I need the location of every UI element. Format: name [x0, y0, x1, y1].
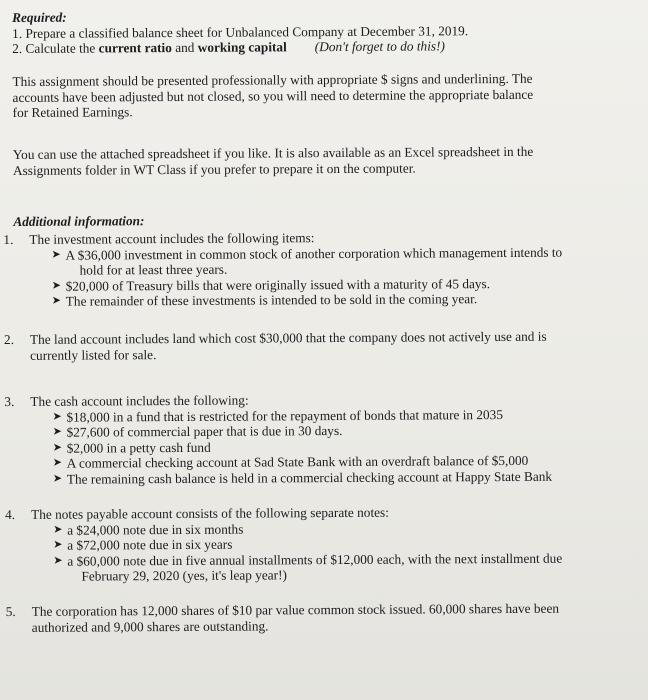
- arrow-bullet-icon: ➤: [51, 294, 62, 307]
- list-item: ➤ $20,000 of Treasury bills that were originally issued with a maturity of 45 days.: [51, 275, 491, 294]
- item-number: 5.: [5, 603, 16, 620]
- list-item: ➤ $27,600 of commercial paper that is due in 30 days.: [52, 422, 343, 440]
- info-item-5: 5. The corporation has 12,000 shares of $10 par value common stock issued. 60,000 shares have been authorized and 9,000 shares are outstanding.: [5, 600, 560, 635]
- intro-paragraph-2: You can use the attached spreadsheet if you like. It is also available as an Excel spreadsheet in the Assignments folder in WT Class if you prefer to prepare it on the computer.: [12, 143, 534, 178]
- working-capital-term: working capital: [197, 39, 287, 55]
- arrow-bullet-icon: ➤: [52, 410, 62, 423]
- list-item: ➤ A commercial checking account at Sad State Bank with an overdraft balance of $5,000: [52, 452, 529, 471]
- list-item: ➤ $2,000 in a petty cash fund: [52, 439, 211, 456]
- required-heading: Required:: [12, 9, 67, 25]
- item-number: 2.: [3, 331, 15, 348]
- arrow-bullet-icon: ➤: [52, 456, 63, 469]
- intro-paragraph-1: This assignment should be presented professionally with appropriate $ signs and underlining. The accounts have been adjusted but not closed, so you will need to determine the appropriate balance for Retained Earnings.: [12, 70, 534, 120]
- arrow-bullet-icon: ➤: [53, 538, 63, 551]
- arrow-bullet-icon: ➤: [52, 425, 62, 438]
- required-item-1: 1. Prepare a classified balance sheet for Unbalanced Company at December 31, 2019.: [12, 22, 469, 41]
- arrow-bullet-icon: ➤: [52, 441, 62, 454]
- arrow-bullet-icon: ➤: [51, 279, 61, 292]
- item-number: 4.: [5, 506, 16, 523]
- list-item: ➤ The remaining cash balance is held in a commercial checking account at Happy State Bank: [52, 468, 553, 487]
- reminder-note: (Don't forget to do this!): [314, 38, 445, 55]
- required-item-2: 2. Calculate the current ratio and working capital (Don't forget to do this!): [12, 38, 445, 56]
- required-section: [12, 7, 468, 56]
- info-item-2: 2. The land account includes land which cost $30,000 that the company does not actively use and is currently listed for sale.: [3, 328, 547, 363]
- list-item: ➤ a $72,000 note due in six years: [53, 536, 233, 553]
- list-item: ➤ a $60,000 note due in five annual installments of $12,000 each, with the next installment due: [53, 550, 563, 569]
- list-item: ➤ A $36,000 investment in common stock of another corporation which management intends to: [51, 244, 563, 263]
- current-ratio-term: current ratio: [98, 40, 172, 56]
- info-item-1: 1. The investment account includes the following items: ➤ A $36,000 investment in common stock of another corporation which management intends to hold for at least three years. ➤ $20,000 of Treasury bills that were originally issued with a maturity of 45 days. ➤ The remainder of these investments is intended to be sold in the coming year.: [13, 228, 643, 309]
- list-item: ➤ The remainder of these investments is intended to be sold in the coming year.: [51, 291, 478, 309]
- arrow-bullet-icon: ➤: [52, 472, 63, 485]
- list-item: ➤ $18,000 in a fund that is restricted for the repayment of bonds that mature in 2035: [52, 406, 504, 425]
- arrow-bullet-icon: ➤: [51, 248, 61, 261]
- list-item: ➤ a $24,000 note due in six months: [53, 521, 244, 538]
- additional-info-heading: Additional information:: [13, 213, 145, 229]
- arrow-bullet-icon: ➤: [53, 554, 63, 567]
- assignment-page: [3, 6, 642, 635]
- item-number: 1.: [3, 231, 14, 248]
- info-item-3: 3. The cash account includes the following: ➤ $18,000 in a fund that is restricted for the repayment of bonds that mature in 2035 ➤ $27,600 of commercial paper that is due in 30 days. ➤ $2,000 in a petty cash fund ➤ A commercial checking account at Sad State Bank with an overdraft balance of $5,000 ➤ The remaining cash balance is held in a commercial checking account at Happy State Bank: [4, 392, 553, 487]
- item-number: 3.: [4, 393, 15, 410]
- arrow-bullet-icon: ➤: [53, 523, 63, 536]
- info-item-4: 4. The notes payable account consists of the following separate notes: ➤ a $24,000 note due in six months ➤ a $72,000 note due in six years ➤ a $60,000 note due in five annual installments of $12,000 each, with the next installment due February 29, 2020 (yes, it's leap year!): [5, 504, 563, 584]
